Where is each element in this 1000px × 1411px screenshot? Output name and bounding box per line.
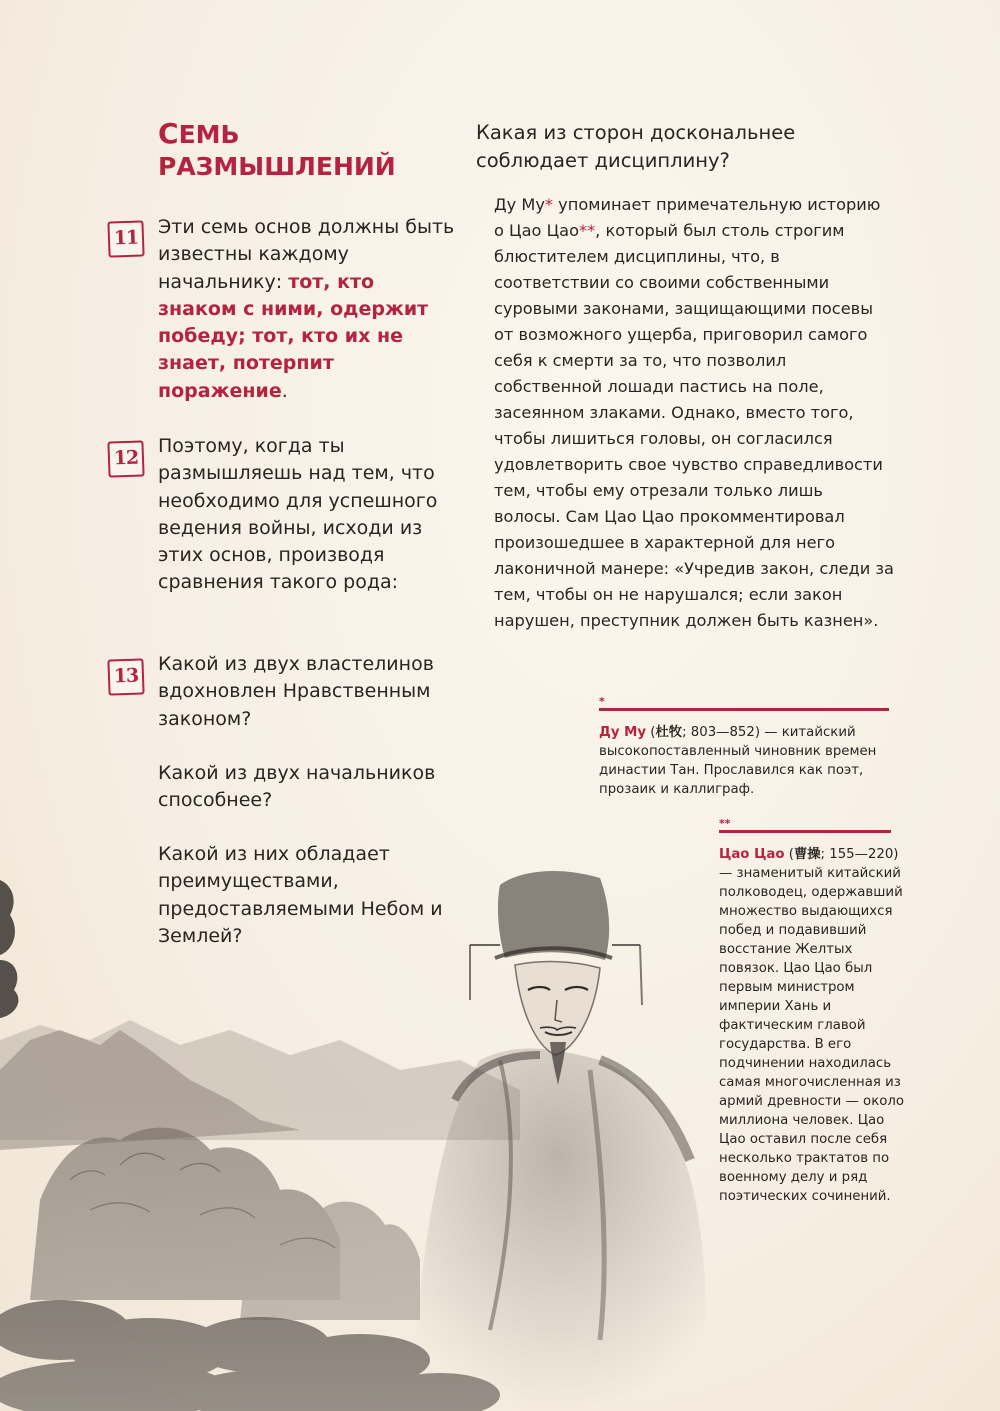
question-discipline: Какая из сторон доскональнее соблюдает дисциплину? (476, 121, 796, 172)
footnote-1-name: Ду Му (599, 725, 647, 740)
footnote-2-rule (719, 830, 891, 833)
story-part-3: , который был столь строгим блюстителем дисциплины, что, в соответствии со своими собственными суровыми законами, защищающими посевы от возможного ущерба, приговорил самого себя к смерти за то, что позволил собственной лошади пастись на поле, засеянном злаками. Однако, вместо того, чтобы лишиться головы, он согласился удовлетворить свое чувство справедливости тем, чтобы ему отрезали только лишь волосы. Сам Цао Цао прокомментировал произошедшее в характерной для него лаконичной манере: «Учредив закон, следи за тем, чтобы он не нарушался; если закон нарушен, преступник должен быть казнен». (494, 221, 894, 630)
verse-11-end: . (281, 379, 288, 402)
question-heaven-earth: Какой из них обладает преимуществами, предоставляемыми Небом и Землей? (158, 843, 443, 947)
question-generals: Какой из двух начальников способнее? (158, 762, 436, 812)
footnote-cao-cao (719, 817, 904, 1206)
verse-11-plain: Эти семь основ должны быть известны каждому начальнику: (158, 216, 455, 293)
footnote-1-hanzi: 杜牧 (655, 725, 683, 740)
hill-texture (70, 1153, 335, 1248)
footnote-1-text (599, 723, 889, 799)
verse-13-text: Какой из двух властелинов вдохновлен Нравственным законом? (158, 653, 434, 730)
story-part-2: упоминает примечательную историю о Цао Цао (494, 195, 881, 240)
footnote-1-body: ; 803—852) — китайский высокопоставленный чиновник времен династии Тан. Прославился как поэт, прозаик и каллиграф. (599, 725, 877, 797)
verse-number-11: 11 (107, 220, 144, 257)
left-tree-branch (0, 880, 18, 1018)
footnote-2-text (719, 845, 904, 1206)
verse-number-13: 13 (107, 658, 144, 695)
mid-mountains (0, 1030, 300, 1150)
footnote-ref-2[interactable]: ** (578, 221, 596, 240)
footnote-du-mu (599, 695, 889, 799)
distant-mountains (0, 1020, 520, 1140)
footnote-2-hanzi: 曹操 (793, 847, 821, 862)
title-line1-rest: ЕМЬ (178, 120, 240, 149)
footnote-1-rule (599, 708, 889, 711)
title-line2: РАЗМЫШЛЕНИЙ (158, 152, 396, 181)
footnote-ref-1[interactable]: * (544, 195, 554, 214)
footnote-1-paren: ( (646, 725, 656, 740)
footnote-1-mark: * (599, 695, 605, 708)
story-du-mu-name: Ду Му (494, 195, 545, 214)
footnote-2-paren: ( (784, 847, 794, 862)
section-title (158, 118, 458, 183)
du-mu-story (494, 192, 894, 634)
cao-cao-portrait (410, 871, 706, 1411)
verse-number-12: 12 (107, 440, 144, 477)
footnote-2-mark: ** (719, 817, 731, 830)
verse-12-text: Поэтому, когда ты размышляешь над тем, что необходимо для успешного ведения войны, исходи из этих основ, производя сравнения такого рода: (158, 435, 438, 594)
verse-11-emphasis: тот, кто знаком с ними, одержит победу; тот, кто их не знает, потерпит поражение (158, 270, 429, 402)
footnote-2-body: ; 155—220) — знаменитый китайский полководец, одержавший множество выдающихся побед и подавивший восстание Желтых повязок. Цао Цао был первым министром империи Хань и фактическим главой государства. В его подчинении находилась самая многочисленная из армий древности — около миллиона человек. Цао Цао оставил после себя несколько трактатов по военному делу и ряд поэтических сочинений. (719, 847, 904, 1204)
rocky-hills (30, 1128, 420, 1320)
footnote-2-name: Цао Цао (719, 847, 785, 862)
foreground-trees (0, 1300, 500, 1411)
verse-11-text (158, 214, 458, 405)
title-initial-cap: С (158, 117, 179, 150)
